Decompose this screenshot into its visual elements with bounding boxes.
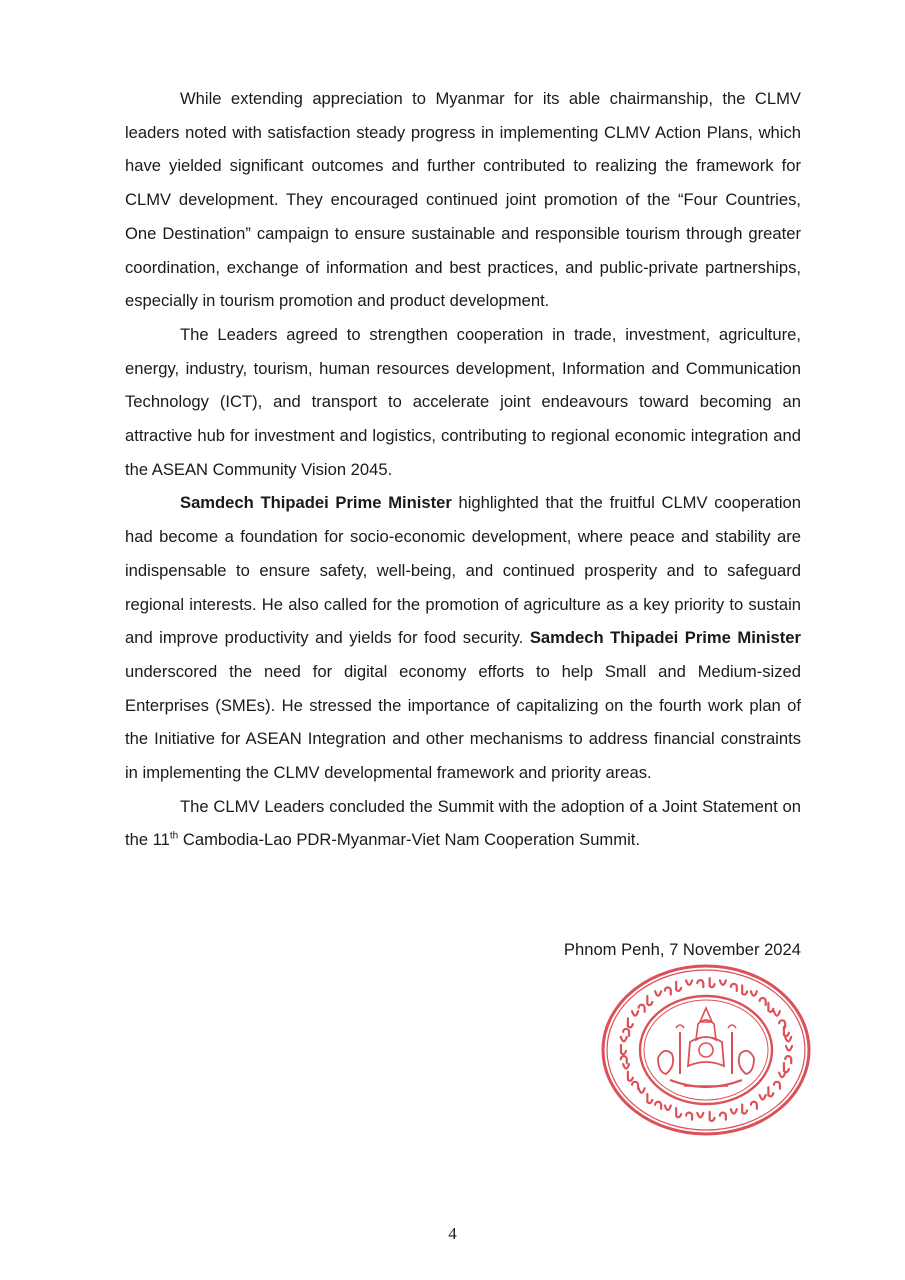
dateline: Phnom Penh, 7 November 2024	[563, 940, 801, 959]
paragraph-prime-minister	[125, 486, 801, 789]
seal-ring-glyph	[760, 998, 766, 1005]
seal-ring-glyph	[720, 980, 726, 985]
seal-ring-glyph	[686, 980, 692, 985]
seal-ring-glyph	[621, 1056, 627, 1063]
conclusion-text-1: The CLMV Leaders concluded the Summit with the adoption of a Joint Statement on the 11	[125, 796, 801, 850]
seal-ring-glyph	[760, 1095, 766, 1100]
official-seal-stamp	[600, 962, 812, 1136]
seal-ring-glyph	[632, 1082, 638, 1089]
seal-ring-glyph	[655, 1102, 661, 1109]
seal-ring-glyph	[751, 1102, 757, 1109]
seal-ring-glyph	[628, 1072, 633, 1081]
paragraph-conclusion	[125, 790, 801, 857]
paragraph-cooperation: The Leaders agreed to strengthen cooperation in trade, investment, agriculture, energy, industry, tourism, human resources development, Information and Communication Technology (ICT), and transport to accelerate joint endeavours toward becoming an attractive hub for investment and logistics, contributing to regional economic integration and the ASEAN Community Vision 2045.	[125, 324, 801, 479]
seal-ring-glyph	[731, 984, 737, 991]
seal-ring-glyph	[785, 1056, 791, 1063]
page-number: 4	[448, 1224, 457, 1243]
seal-ring-glyph	[697, 980, 703, 987]
seal-ring-glyph	[621, 1037, 627, 1042]
seal-ring-glyph	[621, 1045, 626, 1054]
seal-ring-glyph	[779, 1073, 785, 1078]
seal-ring-glyph	[774, 1011, 780, 1016]
seal-ring-glyph	[785, 1037, 791, 1042]
seal-ring-glyph	[686, 1113, 692, 1120]
seal-ring-glyph	[731, 1109, 737, 1114]
seal-ring-glyph	[676, 982, 681, 991]
seal-ring-glyph	[742, 1104, 747, 1113]
conclusion-text-2: Cambodia-Lao PDR-Myanmar-Viet Nam Cooperation Summit.	[178, 830, 640, 850]
seal-ring-glyph	[655, 991, 661, 996]
seal-ring-glyph	[639, 1088, 645, 1093]
seal-ring-glyph	[786, 1046, 792, 1051]
seal-ring-glyph	[768, 1003, 773, 1012]
seal-ring-glyph	[647, 1094, 652, 1103]
seal-icon	[600, 962, 812, 1136]
seal-ring-glyph	[742, 986, 747, 995]
seal-ring-glyph	[720, 1113, 726, 1120]
paragraph-tourism: While extending appreciation to Myanmar for its able chairmanship, the CLMV leaders noted with satisfaction steady progress in implementing CLMV Action Plans, which have yielded significant outcomes and further contributed to realizing the framework for CLMV development. They encouraged continued joint promotion of the “Four Countries, One Destination” campaign to ensure sustainable and responsible tourism through greater coordination, exchange of information and best practices, and public-private partnerships, especially in tourism promotion and product development.	[125, 89, 801, 311]
seal-ring-glyph	[784, 1063, 789, 1072]
seal-ring-glyph	[665, 1105, 671, 1110]
seal-ring-glyph	[623, 1029, 629, 1036]
seal-ring-glyph	[751, 991, 757, 996]
seal-ring-glyph	[697, 1113, 703, 1118]
seal-ring-glyph	[768, 1087, 773, 1096]
seal-ring-glyph	[639, 1005, 645, 1012]
seal-ring-glyph	[784, 1027, 789, 1036]
seal-ring-glyph	[676, 1108, 681, 1117]
pm-name: Samdech Thipadei Prime Minister	[180, 493, 452, 513]
seal-ring-glyph	[774, 1082, 780, 1089]
pm-text-1: highlighted that the fruitful CLMV cooperation had become a foundation for socio-economic development, where peace and stability are indispensable to ensure safety, well-being, and continued prosperity and to safeguard regional interests. He also called for the promotion of agriculture as a key priority to sustain and improve productivity and yields for food security.	[125, 493, 801, 648]
pm-name-2: Samdech Thipadei Prime Minister	[529, 628, 801, 648]
seal-ring-glyph	[647, 996, 652, 1005]
document-body	[125, 82, 801, 857]
seal-ring-glyph	[665, 988, 671, 995]
seal-ring-glyph	[710, 978, 715, 987]
seal-ring-glyph	[710, 1112, 715, 1121]
seal-ring-glyph	[623, 1064, 629, 1069]
pm-text-2: underscored the need for digital economy efforts to help Small and Medium-sized Enterprises (SMEs). He stressed the importance of capitalizing on the fourth work plan of the Initiative for ASEAN Integration and other mechanisms to address financial constraints in implementing the CLMV developmental framework and priority areas.	[125, 661, 801, 783]
ordinal-superscript: th	[169, 830, 179, 842]
seal-ring-glyph	[632, 1011, 638, 1016]
seal-ring-glyph	[628, 1018, 633, 1027]
